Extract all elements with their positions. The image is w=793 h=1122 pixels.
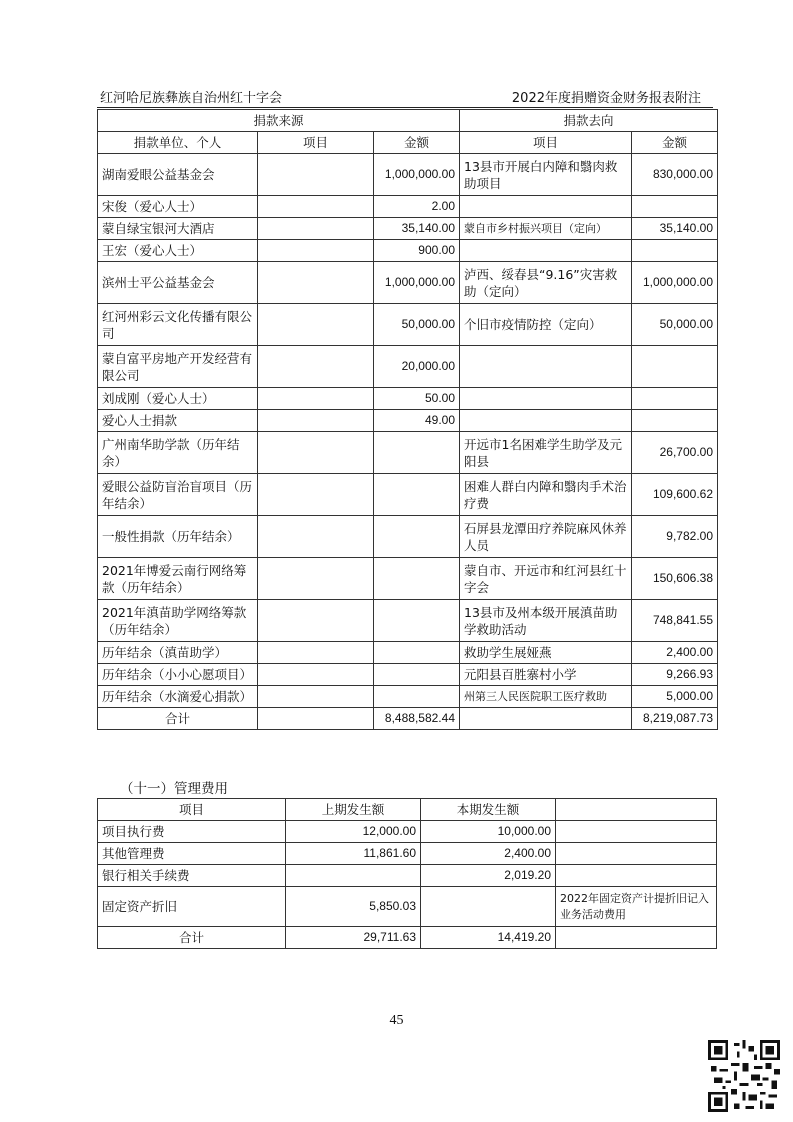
- amount-cell: 50,000.00: [374, 304, 460, 346]
- donor-cell: 历年结余（小小心愿项目）: [98, 664, 258, 686]
- donor-cell: 2021年博爱云南行网络筹款（历年结余）: [98, 558, 258, 600]
- dest-cell: [460, 346, 632, 388]
- table-row: [98, 474, 718, 516]
- total-row: [98, 708, 718, 730]
- total-dest-amount: 8,219,087.73: [632, 708, 718, 730]
- table-row: [98, 304, 718, 346]
- donor-cell: 宋俊（爱心人士）: [98, 196, 258, 218]
- amount-cell: 1,000,000.00: [374, 262, 460, 304]
- col-dest-amount: 金额: [632, 132, 718, 154]
- expense-curr-cell: [421, 887, 556, 927]
- dest-cell: 州第三人民医院职工医疗救助: [460, 686, 632, 708]
- expense-header-row: [98, 799, 717, 821]
- dest-amount-cell: 26,700.00: [632, 432, 718, 474]
- amount-cell: [374, 600, 460, 642]
- expense-row: [98, 821, 717, 843]
- amount-cell: [374, 686, 460, 708]
- table-row: [98, 196, 718, 218]
- item-cell: [258, 558, 374, 600]
- dest-amount-cell: 830,000.00: [632, 154, 718, 196]
- item-cell: [258, 388, 374, 410]
- dest-cell: 13县市及州本级开展滇苗助学救助活动: [460, 600, 632, 642]
- table-row: [98, 664, 718, 686]
- donor-cell: 王宏（爱心人士）: [98, 240, 258, 262]
- donor-cell: 红河州彩云文化传播有限公司: [98, 304, 258, 346]
- donor-cell: 历年结余（滇苗助学）: [98, 642, 258, 664]
- expense-row: [98, 887, 717, 927]
- table-row: [98, 240, 718, 262]
- item-cell: [258, 432, 374, 474]
- expense-prev-cell: [286, 865, 421, 887]
- dest-cell: 元阳县百胜寨村小学: [460, 664, 632, 686]
- dest-amount-cell: [632, 346, 718, 388]
- table-row: [98, 218, 718, 240]
- table-row: [98, 516, 718, 558]
- section-title: （十一）管理费用: [120, 781, 228, 797]
- dest-amount-cell: [632, 196, 718, 218]
- table-row: [98, 600, 718, 642]
- item-cell: [258, 516, 374, 558]
- donor-cell: 湖南爱眼公益基金会: [98, 154, 258, 196]
- amount-cell: [374, 558, 460, 600]
- dest-cell: 13县市开展白内障和翳肉救助项目: [460, 154, 632, 196]
- amount-cell: 1,000,000.00: [374, 154, 460, 196]
- donor-cell: 2021年滇苗助学网络筹款（历年结余）: [98, 600, 258, 642]
- expense-item-cell: 银行相关手续费: [98, 865, 286, 887]
- item-cell: [258, 240, 374, 262]
- col-expense-item: 项目: [98, 799, 286, 821]
- source-header: 捐款来源: [98, 110, 460, 132]
- amount-cell: 20,000.00: [374, 346, 460, 388]
- amount-cell: [374, 664, 460, 686]
- donor-cell: 刘成刚（爱心人士）: [98, 388, 258, 410]
- expense-curr-cell: 2,019.20: [421, 865, 556, 887]
- amount-cell: 50.00: [374, 388, 460, 410]
- expense-curr-cell: 2,400.00: [421, 843, 556, 865]
- amount-cell: [374, 516, 460, 558]
- dest-amount-cell: 35,140.00: [632, 218, 718, 240]
- expense-note-cell: [556, 843, 717, 865]
- dest-amount-cell: 9,782.00: [632, 516, 718, 558]
- expense-total-note: [556, 927, 717, 949]
- item-cell: [258, 600, 374, 642]
- item-cell: [258, 196, 374, 218]
- total-dest-item: [460, 708, 632, 730]
- donor-cell: 爱眼公益防盲治盲项目（历年结余）: [98, 474, 258, 516]
- item-cell: [258, 346, 374, 388]
- col-donor: 捐款单位、个人: [98, 132, 258, 154]
- col-amount: 金额: [374, 132, 460, 154]
- item-cell: [258, 664, 374, 686]
- expense-prev-cell: 12,000.00: [286, 821, 421, 843]
- expense-prev-cell: 11,861.60: [286, 843, 421, 865]
- dest-amount-cell: 1,000,000.00: [632, 262, 718, 304]
- dest-cell: [460, 240, 632, 262]
- qr-code-icon: [708, 1040, 780, 1112]
- item-cell: [258, 642, 374, 664]
- header-divider: [97, 107, 713, 108]
- expense-item-cell: 其他管理费: [98, 843, 286, 865]
- expense-note-cell: [556, 821, 717, 843]
- dest-cell: [460, 388, 632, 410]
- dest-amount-cell: [632, 410, 718, 432]
- dest-amount-cell: 748,841.55: [632, 600, 718, 642]
- expense-total-row: [98, 927, 717, 949]
- dest-cell: 泸西、绥春县“9.16”灾害救助（定向）: [460, 262, 632, 304]
- item-cell: [258, 218, 374, 240]
- total-label: 合计: [98, 708, 258, 730]
- table-row: [98, 642, 718, 664]
- amount-cell: [374, 642, 460, 664]
- header-report-title: 2022年度捐赠资金财务报表附注: [511, 91, 701, 106]
- table-row: [98, 388, 718, 410]
- expense-total-curr: 14,419.20: [421, 927, 556, 949]
- table-row: [98, 346, 718, 388]
- expense-note-cell: 2022年固定资产计提折旧记入业务活动费用: [556, 887, 717, 927]
- col-item: 项目: [258, 132, 374, 154]
- donor-cell: 蒙自绿宝银河大酒店: [98, 218, 258, 240]
- total-item: [258, 708, 374, 730]
- dest-amount-cell: [632, 240, 718, 262]
- dest-amount-cell: 150,606.38: [632, 558, 718, 600]
- table-row: [98, 410, 718, 432]
- expense-item-cell: 项目执行费: [98, 821, 286, 843]
- dest-cell: 开远市1名困难学生助学及元阳县: [460, 432, 632, 474]
- item-cell: [258, 686, 374, 708]
- amount-cell: 900.00: [374, 240, 460, 262]
- col-prev-amount: 上期发生额: [286, 799, 421, 821]
- table-row: [98, 262, 718, 304]
- dest-amount-cell: 2,400.00: [632, 642, 718, 664]
- management-expense-table: [97, 798, 717, 949]
- table-group-header: [98, 110, 718, 132]
- donation-table: [97, 109, 718, 730]
- expense-total-prev: 29,711.63: [286, 927, 421, 949]
- amount-cell: [374, 432, 460, 474]
- dest-cell: 个旧市疫情防控（定向）: [460, 304, 632, 346]
- dest-amount-cell: 50,000.00: [632, 304, 718, 346]
- dest-cell: [460, 410, 632, 432]
- amount-cell: [374, 474, 460, 516]
- table-row: [98, 686, 718, 708]
- dest-header: 捐款去向: [460, 110, 718, 132]
- donor-cell: 历年结余（水滴爱心捐款）: [98, 686, 258, 708]
- item-cell: [258, 262, 374, 304]
- donor-cell: 爱心人士捐款: [98, 410, 258, 432]
- dest-amount-cell: [632, 388, 718, 410]
- expense-row: [98, 865, 717, 887]
- amount-cell: 35,140.00: [374, 218, 460, 240]
- table-row: [98, 432, 718, 474]
- expense-curr-cell: 10,000.00: [421, 821, 556, 843]
- item-cell: [258, 154, 374, 196]
- expense-item-cell: 固定资产折旧: [98, 887, 286, 927]
- expense-total-label: 合计: [98, 927, 286, 949]
- expense-prev-cell: 5,850.03: [286, 887, 421, 927]
- table-row: [98, 154, 718, 196]
- donor-cell: 蒙自富平房地产开发经营有限公司: [98, 346, 258, 388]
- item-cell: [258, 410, 374, 432]
- item-cell: [258, 474, 374, 516]
- item-cell: [258, 304, 374, 346]
- col-curr-amount: 本期发生额: [421, 799, 556, 821]
- total-amount: 8,488,582.44: [374, 708, 460, 730]
- amount-cell: 49.00: [374, 410, 460, 432]
- donor-cell: 滨州士平公益基金会: [98, 262, 258, 304]
- expense-note-cell: [556, 865, 717, 887]
- dest-cell: 蒙自市、开远市和红河县红十字会: [460, 558, 632, 600]
- col-dest-item: 项目: [460, 132, 632, 154]
- amount-cell: 2.00: [374, 196, 460, 218]
- dest-cell: 石屏县龙潭田疗养院麻风休养人员: [460, 516, 632, 558]
- table-row: [98, 558, 718, 600]
- expense-row: [98, 843, 717, 865]
- header-org: 红河哈尼族彝族自治州红十字会: [100, 91, 283, 106]
- dest-amount-cell: 5,000.00: [632, 686, 718, 708]
- dest-cell: 蒙自市乡村振兴项目（定向）: [460, 218, 632, 240]
- donor-cell: 广州南华助学款（历年结余）: [98, 432, 258, 474]
- dest-cell: 困难人群白内障和翳肉手术治疗费: [460, 474, 632, 516]
- dest-amount-cell: 9,266.93: [632, 664, 718, 686]
- dest-cell: 救助学生展娅燕: [460, 642, 632, 664]
- donor-cell: 一般性捐款（历年结余）: [98, 516, 258, 558]
- table-column-header: [98, 132, 718, 154]
- dest-amount-cell: 109,600.62: [632, 474, 718, 516]
- page-number: 45: [389, 1013, 404, 1028]
- dest-cell: [460, 196, 632, 218]
- col-note: [556, 799, 717, 821]
